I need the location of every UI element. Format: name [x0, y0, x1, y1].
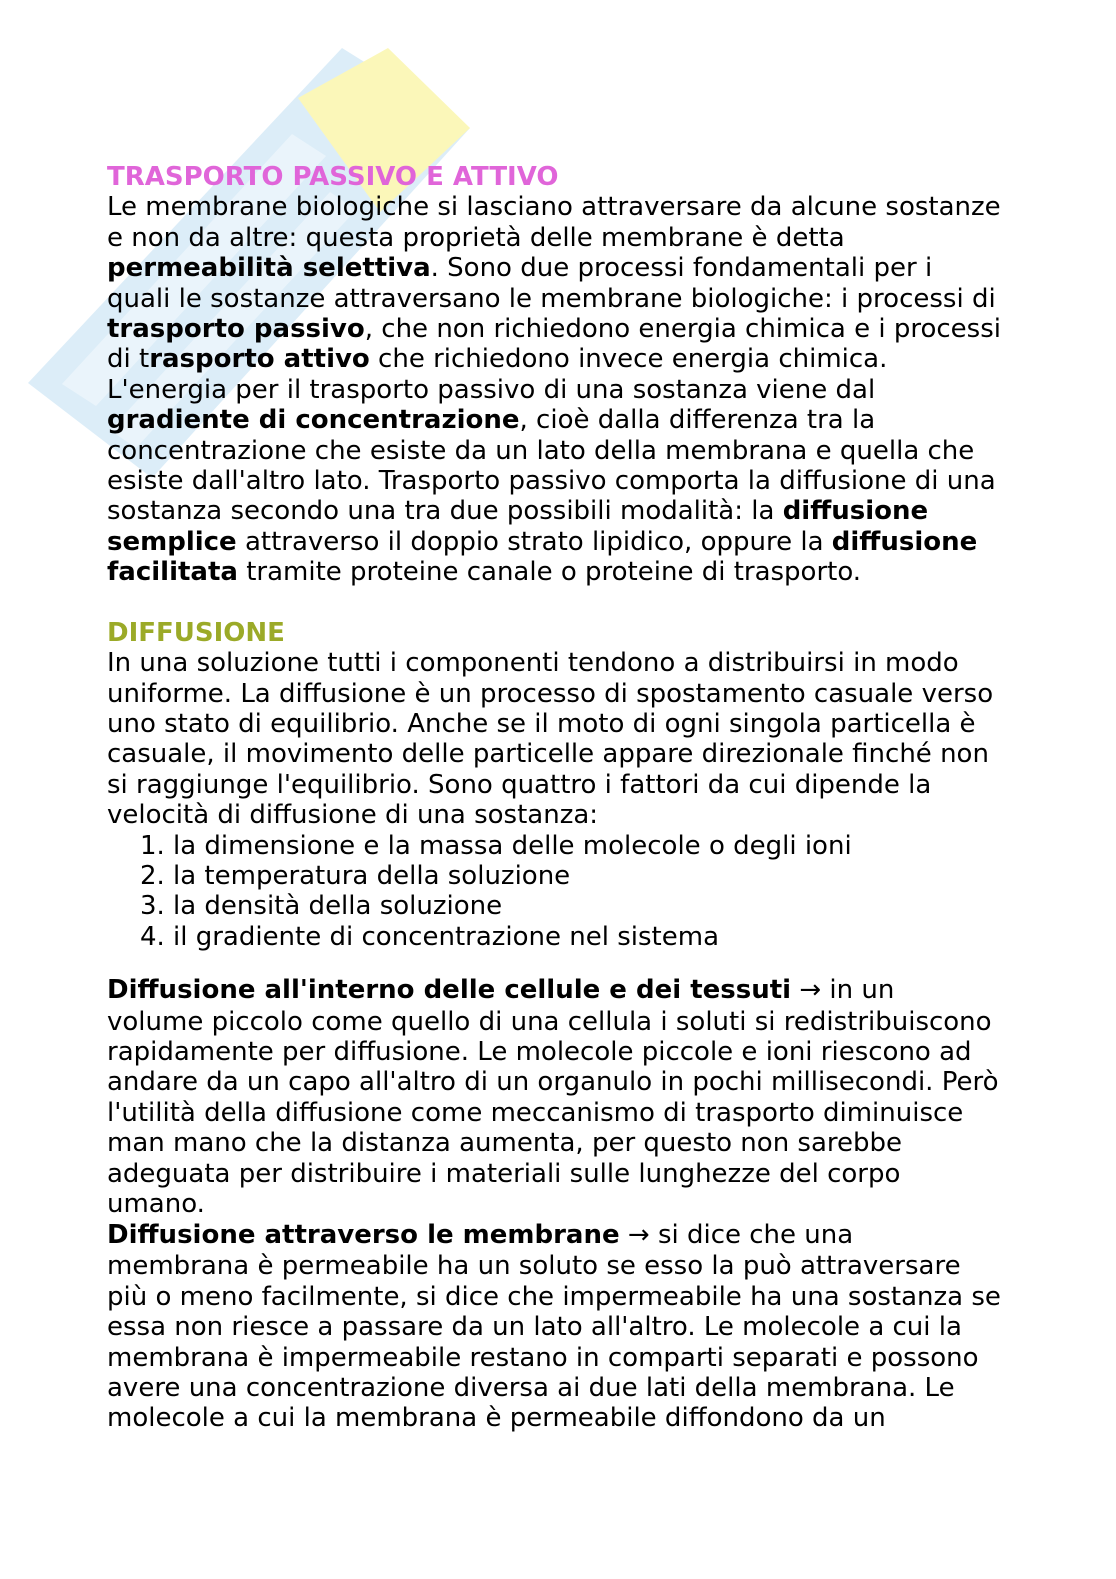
text-run: membrana è impermeabile restano in comparti separati e possono — [107, 1342, 979, 1373]
list-item-number: 2. — [140, 860, 165, 891]
text-line — [107, 375, 1067, 405]
text-line — [107, 1403, 1067, 1433]
text-line — [107, 770, 1067, 800]
list-item-text: la densità della soluzione — [173, 891, 503, 922]
list-item-number: 4. — [140, 921, 165, 952]
text-line — [107, 1282, 1067, 1312]
text-run: molecole a cui la membrana è permeabile diffondono da un — [107, 1403, 886, 1434]
text-run: velocità di diffusione di una sostanza: — [107, 800, 599, 831]
text-run: tramite proteine canale o proteine di trasporto. — [237, 557, 862, 588]
text-run: → in un — [791, 975, 895, 1006]
list-item — [140, 831, 1067, 861]
paragraph-diffusione-interno — [107, 975, 1067, 1219]
text-run: esiste dall'altro lato. Trasporto passivo comporta la diffusione di una — [107, 465, 996, 496]
text-run: , che non richiedono energia chimica e i processi — [364, 313, 1001, 344]
text-line — [107, 1098, 1067, 1128]
text-run: volume piccolo come quello di una cellula i soluti si redistribuiscono — [107, 1006, 992, 1037]
text-line — [107, 975, 1067, 1007]
text-run: , cioè dalla differenza tra la — [519, 405, 876, 436]
text-line — [107, 436, 1067, 466]
text-line — [107, 739, 1067, 769]
text-line — [107, 709, 1067, 739]
bold-term: Diffusione all'interno delle cellule e dei tessuti — [107, 975, 792, 1006]
text-run: rapidamente per diffusione. Le molecole piccole e ioni riescono ad — [107, 1037, 972, 1068]
text-run: andare da un capo all'altro di un organulo in pochi millisecondi. Però — [107, 1067, 999, 1098]
paragraph-diffusione-membrane — [107, 1219, 1067, 1433]
text-run: man mano che la distanza aumenta, per questo non sarebbe — [107, 1128, 903, 1159]
text-run: casuale, il movimento delle particelle appare direzionale finché non — [107, 739, 989, 770]
text-line — [107, 1312, 1067, 1342]
text-run: In una soluzione tutti i componenti tendono a distribuirsi in modo — [107, 648, 959, 679]
text-line — [107, 1067, 1067, 1097]
paragraph-diffusione — [107, 648, 1067, 830]
text-run: che richiedono invece energia chimica. — [369, 344, 888, 375]
text-run: . Sono due processi fondamentali per i — [430, 253, 933, 284]
bold-term: gradiente di concentrazione — [107, 405, 520, 436]
text-run: concentrazione che esiste da un lato della membrana e quella che — [107, 435, 975, 466]
text-run: uniforme. La diffusione è un processo di spostamento casuale verso — [107, 678, 994, 709]
text-line — [107, 1159, 1067, 1189]
document-body — [107, 162, 1067, 1434]
text-run: l'utilità della diffusione come meccanismo di trasporto diminuisce — [107, 1097, 964, 1128]
text-run: più o meno facilmente, si dice che impermeabile ha una sostanza se — [107, 1281, 1001, 1312]
text-line — [107, 679, 1067, 709]
text-line — [107, 253, 1067, 283]
section-heading: DIFFUSIONE — [107, 617, 285, 648]
text-run: attraverso il doppio strato lipidico, oppure la — [236, 526, 832, 557]
bold-term: facilitata — [107, 557, 238, 588]
bold-term: semplice — [107, 526, 237, 557]
text-line — [107, 800, 1067, 830]
text-run: avere una concentrazione diversa ai due lati della membrana. Le — [107, 1372, 955, 1403]
text-run: uno stato di equilibrio. Anche se il moto di ogni singola particella è — [107, 709, 976, 740]
bold-term: Diffusione attraverso le membrane — [107, 1220, 620, 1251]
text-run: Le membrane biologiche si lasciano attraversare da alcune sostanze — [107, 192, 1001, 223]
text-line — [107, 1343, 1067, 1373]
text-run: si raggiunge l'equilibrio. Sono quattro i fattori da cui dipende la — [107, 769, 932, 800]
text-line — [107, 284, 1067, 314]
bold-term: permeabilità selettiva — [107, 253, 431, 284]
text-line — [107, 527, 1067, 557]
section-trasporto — [107, 162, 1067, 587]
text-line — [107, 1128, 1067, 1158]
bold-term: rasporto attivo — [149, 344, 370, 375]
text-line — [107, 557, 1067, 587]
text-line — [107, 1251, 1067, 1281]
text-line — [107, 1007, 1067, 1037]
list-item-text: la dimensione e la massa delle molecole o degli ioni — [173, 830, 852, 861]
text-run: umano. — [107, 1189, 205, 1219]
text-line — [107, 405, 1067, 435]
paragraph-trasporto — [107, 192, 1067, 587]
bold-term: diffusione — [831, 526, 978, 557]
text-run: membrana è permeabile ha un soluto se esso la può attraversare — [107, 1251, 961, 1282]
text-run: di t — [107, 344, 150, 375]
text-line — [107, 1189, 1067, 1219]
list-item — [140, 861, 1067, 891]
list-item — [140, 922, 1067, 952]
factors-list — [140, 831, 1067, 953]
list-item — [140, 891, 1067, 921]
text-run: L'energia per il trasporto passivo di una sostanza viene dal — [107, 374, 876, 405]
section-diffusione — [107, 618, 1067, 952]
text-run: adeguata per distribuire i materiali sulle lunghezze del corpo — [107, 1158, 901, 1189]
bold-term: diffusione — [782, 496, 929, 527]
text-run: quali le sostanze attraversano le membrane biologiche: i processi di — [107, 283, 996, 314]
text-run: → si dice che una — [619, 1220, 854, 1251]
text-run: sostanza secondo una tra due possibili modalità: la — [107, 496, 783, 527]
list-item-number: 3. — [140, 891, 165, 922]
text-line — [107, 1373, 1067, 1403]
text-line — [107, 192, 1067, 222]
section-heading: TRASPORTO PASSIVO E ATTIVO — [107, 162, 559, 192]
text-line — [107, 1037, 1067, 1067]
text-run: essa non riesce a passare da un lato all'altro. Le molecole a cui la — [107, 1312, 962, 1343]
text-line — [107, 223, 1067, 253]
text-line — [107, 466, 1067, 496]
text-line — [107, 496, 1067, 526]
text-line — [107, 314, 1067, 344]
text-line — [107, 344, 1067, 374]
text-run: e non da altre: questa proprietà delle membrane è detta — [107, 222, 845, 253]
list-item-text: la temperatura della soluzione — [173, 860, 571, 891]
list-item-number: 1. — [140, 830, 165, 861]
bold-term: trasporto passivo — [107, 313, 365, 344]
list-item-text: il gradiente di concentrazione nel sistema — [173, 921, 719, 952]
text-line — [107, 1219, 1067, 1251]
text-line — [107, 648, 1067, 678]
